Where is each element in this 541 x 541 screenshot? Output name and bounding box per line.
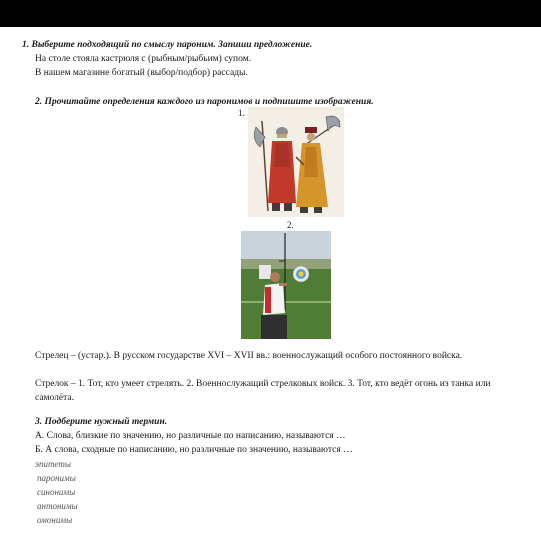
- task3-item-a: А. Слова, близкие по значению, но различные по написанию, называются …: [35, 431, 346, 441]
- streltsy-illustration: [248, 107, 344, 217]
- term-option: омонимы: [37, 515, 73, 525]
- definition-strelok: Стрелок – 1. Тот, кто умеет стрелять. 2. Военнослужащий стрелковых войск. 3. Тот, кто ведёт огонь из танка или: [35, 379, 491, 389]
- definition-strelets: Стрелец – (устар.). В русском государстве XVI – XVII вв.: военнослужащий особого постоянного войска.: [35, 351, 463, 361]
- term-option: антонимы: [37, 501, 78, 511]
- task1-sentence-1: На столе стояла кастрюля с (рыбным/рыбьим) супом.: [35, 54, 252, 64]
- task3-item-b: Б. А слова, сходные по написанию, но различные по значению, называются …: [35, 445, 353, 455]
- term-option: эпитеты: [35, 459, 71, 469]
- task1-sentence-2: В нашем магазине богатый (выбор/подбор) рассады.: [35, 68, 248, 78]
- archer-photo: [241, 231, 331, 339]
- task2-heading: 2. Прочитайте определения каждого из паронимов и подпишите изображения.: [35, 97, 374, 107]
- definition-strelok-continued: самолёта.: [35, 393, 75, 403]
- image-label-2: 2.: [287, 220, 294, 230]
- task3-heading: 3. Подберите нужный термин.: [35, 417, 168, 427]
- top-black-bar: [0, 0, 541, 27]
- image-label-1: 1.: [238, 108, 245, 118]
- term-option: паронимы: [37, 473, 76, 483]
- task1-heading: 1. Выберите подходящий по смыслу пароним. Запиши предложение.: [22, 40, 313, 50]
- term-option: синонимы: [37, 487, 76, 497]
